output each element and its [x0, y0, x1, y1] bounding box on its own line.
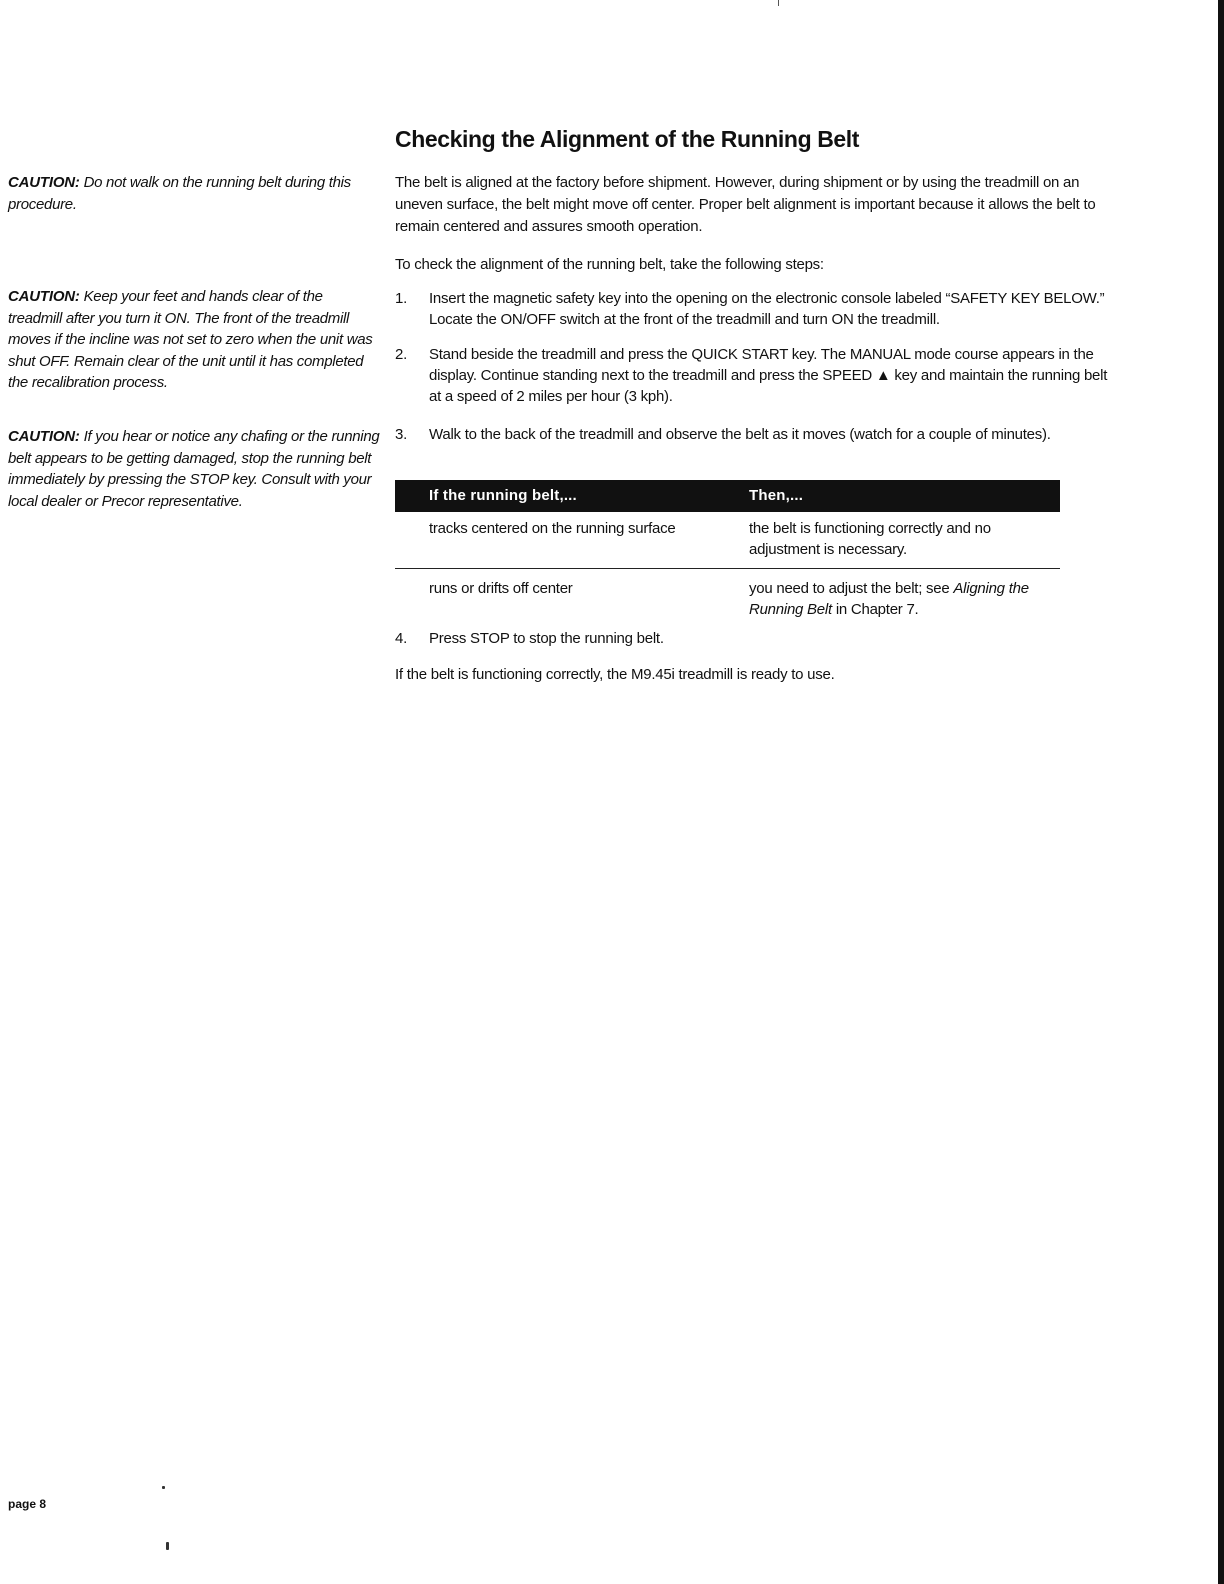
caution-text: Do not walk on the running belt during this procedure. — [8, 174, 351, 213]
caution-label: CAUTION: — [8, 428, 80, 445]
step-number: 4. — [395, 630, 408, 647]
caution-note — [8, 286, 380, 394]
result-text: in Chapter 7. — [831, 601, 919, 618]
scan-speck — [162, 1486, 165, 1489]
step-text: Press STOP to stop the running belt. — [429, 630, 664, 647]
table-header — [395, 480, 1060, 512]
column-header: If the running belt,... — [429, 487, 577, 504]
chapter-reference: Aligning the Running Belt — [749, 580, 1029, 618]
table-cell-result — [749, 578, 1061, 620]
step-number: 2. — [395, 346, 408, 363]
caution-text: If you hear or notice any chafing or the running belt appears to be getting damaged, stop the running belt immediately by pressing the STOP key. Consult with your local dealer or Precor representative. — [8, 428, 380, 510]
caution-label: CAUTION: — [8, 288, 80, 305]
intro-paragraph: The belt is aligned at the factory before shipment. However, during shipment or by using the treadmill on an uneven surface, the belt might move off center. Proper belt alignment is important because it allows the belt to remain centered and assures smooth operation. — [395, 174, 1096, 235]
table-cell-condition: tracks centered on the running surface — [429, 520, 676, 537]
caution-text: Keep your feet and hands clear of the treadmill after you turn it ON. The front of the treadmill moves if the incline was not set to zero when the unit was shut OFF. Remain clear of the unit until it has completed the recalibration process. — [8, 288, 373, 391]
caution-note — [8, 172, 380, 215]
section-title: Checking the Alignment of the Running Belt — [395, 126, 860, 152]
closing-paragraph: If the belt is functioning correctly, the M9.45i treadmill is ready to use. — [395, 666, 835, 683]
steps-intro: To check the alignment of the running belt, take the following steps: — [395, 256, 824, 273]
step-text: Stand beside the treadmill and press the QUICK START key. The MANUAL mode course appears in the display. Continue standing next to the treadmill and press the SPEED ▲ key and maintain the running belt at a speed of 2 miles per hour (3 kph). — [429, 346, 1108, 405]
table-divider — [395, 568, 1060, 569]
step-text: Insert the magnetic safety key into the opening on the electronic console labeled “SAFETY KEY BELOW.” Locate the ON/OFF switch at the front of the treadmill and turn ON the treadmill. — [429, 290, 1105, 328]
column-header: Then,... — [749, 487, 804, 504]
caution-label: CAUTION: — [8, 174, 80, 191]
scan-mark — [778, 0, 779, 6]
scan-speck — [166, 1542, 169, 1550]
caution-note — [8, 426, 380, 512]
step-text: Walk to the back of the treadmill and observe the belt as it moves (watch for a couple of minutes). — [429, 426, 1051, 443]
table-cell-result: the belt is functioning correctly and no adjustment is necessary. — [749, 520, 991, 558]
page-edge-shadow — [1218, 0, 1224, 1584]
step-number: 3. — [395, 426, 408, 443]
step-number: 1. — [395, 290, 408, 307]
page-number: page 8 — [8, 1497, 47, 1511]
table-cell-condition: runs or drifts off center — [429, 580, 573, 597]
result-text: you need to adjust the belt; see — [749, 580, 954, 597]
